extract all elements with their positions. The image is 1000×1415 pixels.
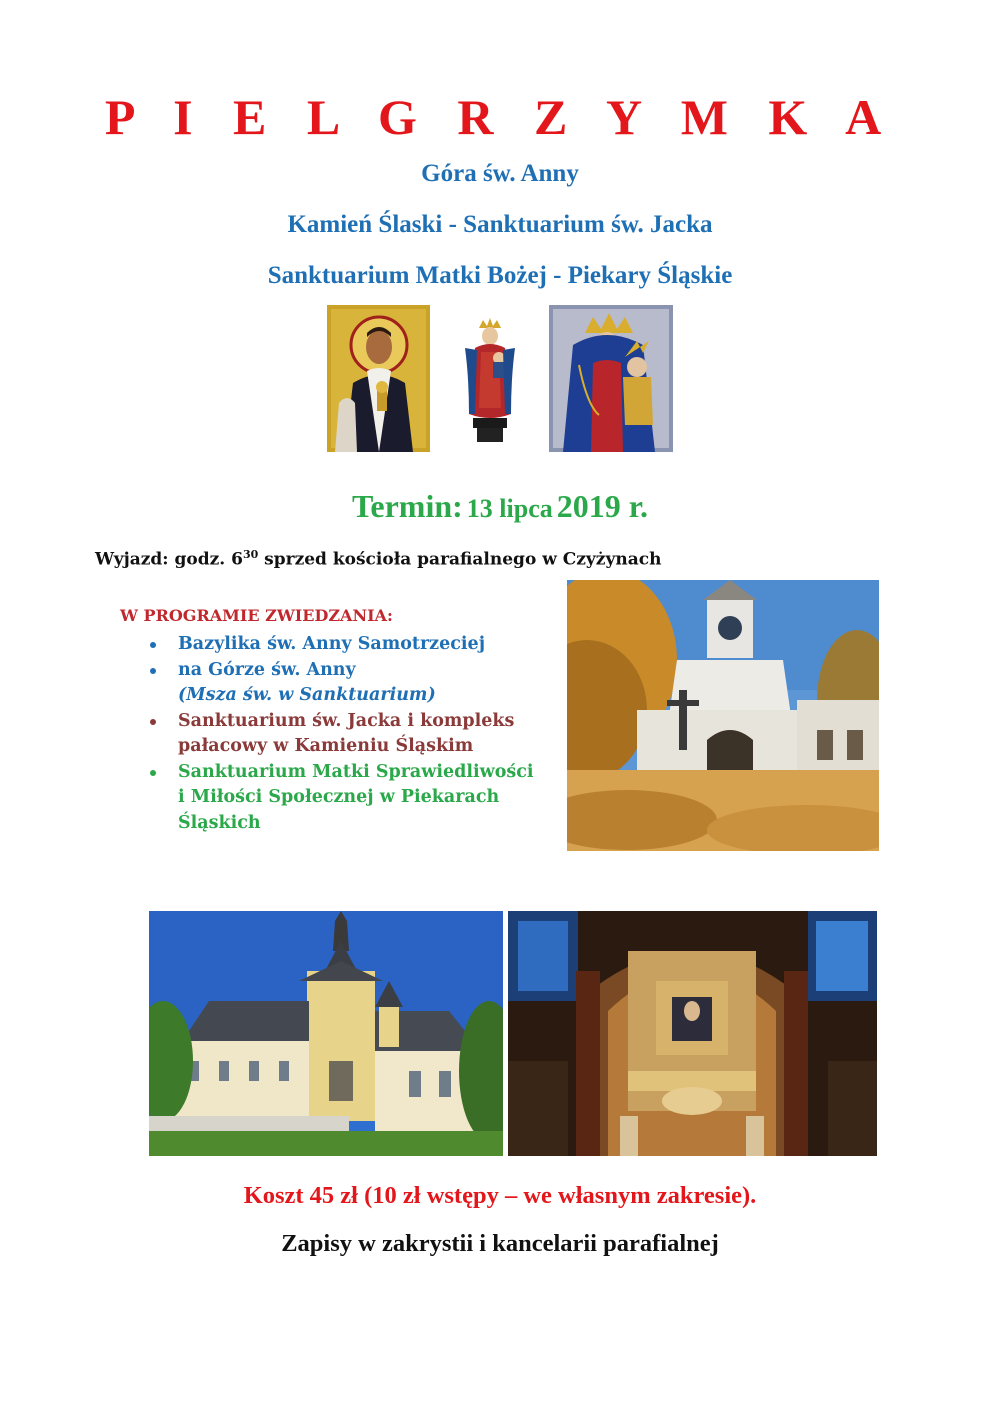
madonna-statue-image	[455, 318, 525, 444]
list-item	[150, 632, 560, 658]
program-item-text: Sanktuarium Matki Sprawiedliwości	[178, 761, 534, 782]
departure-prefix: Wyjazd: godz. 6	[95, 549, 243, 570]
st-hyacinth-icon-image	[327, 305, 430, 452]
program-item-text: pałacowy w Kamieniu Śląskim	[178, 736, 474, 756]
departure-minutes: 30	[242, 548, 259, 561]
page-title: P I E L G R Z Y M K A	[104, 89, 896, 145]
bullet-icon	[150, 770, 156, 776]
termin-line	[0, 488, 1000, 525]
departure-suffix: sprzed kościoła parafialnego w Czyżynach	[258, 549, 662, 570]
program-item-text: i Miłości Społecznej w Piekarach	[178, 787, 500, 807]
gora-sw-anny-basilica-photo	[567, 580, 879, 851]
program-item-text: na Górze św. Anny	[178, 659, 356, 680]
piekary-altar-photo	[508, 911, 877, 1156]
program-item-text: Śląskich	[178, 812, 261, 833]
departure-info	[95, 548, 661, 570]
subtitle-gora-sw-anny: Góra św. Anny	[421, 160, 579, 187]
termin-day: 13 lipca	[466, 494, 553, 523]
program-list	[150, 632, 560, 836]
bullet-icon	[150, 719, 156, 725]
bullet-icon	[150, 668, 156, 674]
termin-year: 2019 r.	[556, 488, 649, 524]
registration-info: Zapisy w zakrystii i kancelarii parafialnej	[281, 1230, 719, 1257]
termin-label: Termin:	[351, 488, 463, 524]
bullet-icon	[150, 642, 156, 648]
subtitle-kamien-slaski: Kamień Ślaski - Sanktuarium św. Jacka	[287, 211, 713, 238]
list-item	[150, 709, 560, 760]
list-item	[150, 658, 560, 709]
program-item-text: Bazylika św. Anny Samotrzeciej	[178, 634, 486, 654]
program-item-text: Sanktuarium św. Jacka i kompleks	[178, 710, 515, 731]
cost-info: Koszt 45 zł (10 zł wstępy – we własnym zakresie).	[243, 1182, 757, 1209]
subtitle-piekary: Sanktuarium Matki Bożej - Piekary Śląskie	[267, 262, 733, 289]
list-item	[150, 760, 560, 837]
kamien-slaski-palace-photo	[149, 911, 503, 1156]
piekary-madonna-icon-image	[549, 305, 673, 452]
program-item-note: (Msza św. w Sanktuarium)	[178, 685, 436, 705]
program-heading: W PROGRAMIE ZWIEDZANIA:	[120, 606, 393, 625]
